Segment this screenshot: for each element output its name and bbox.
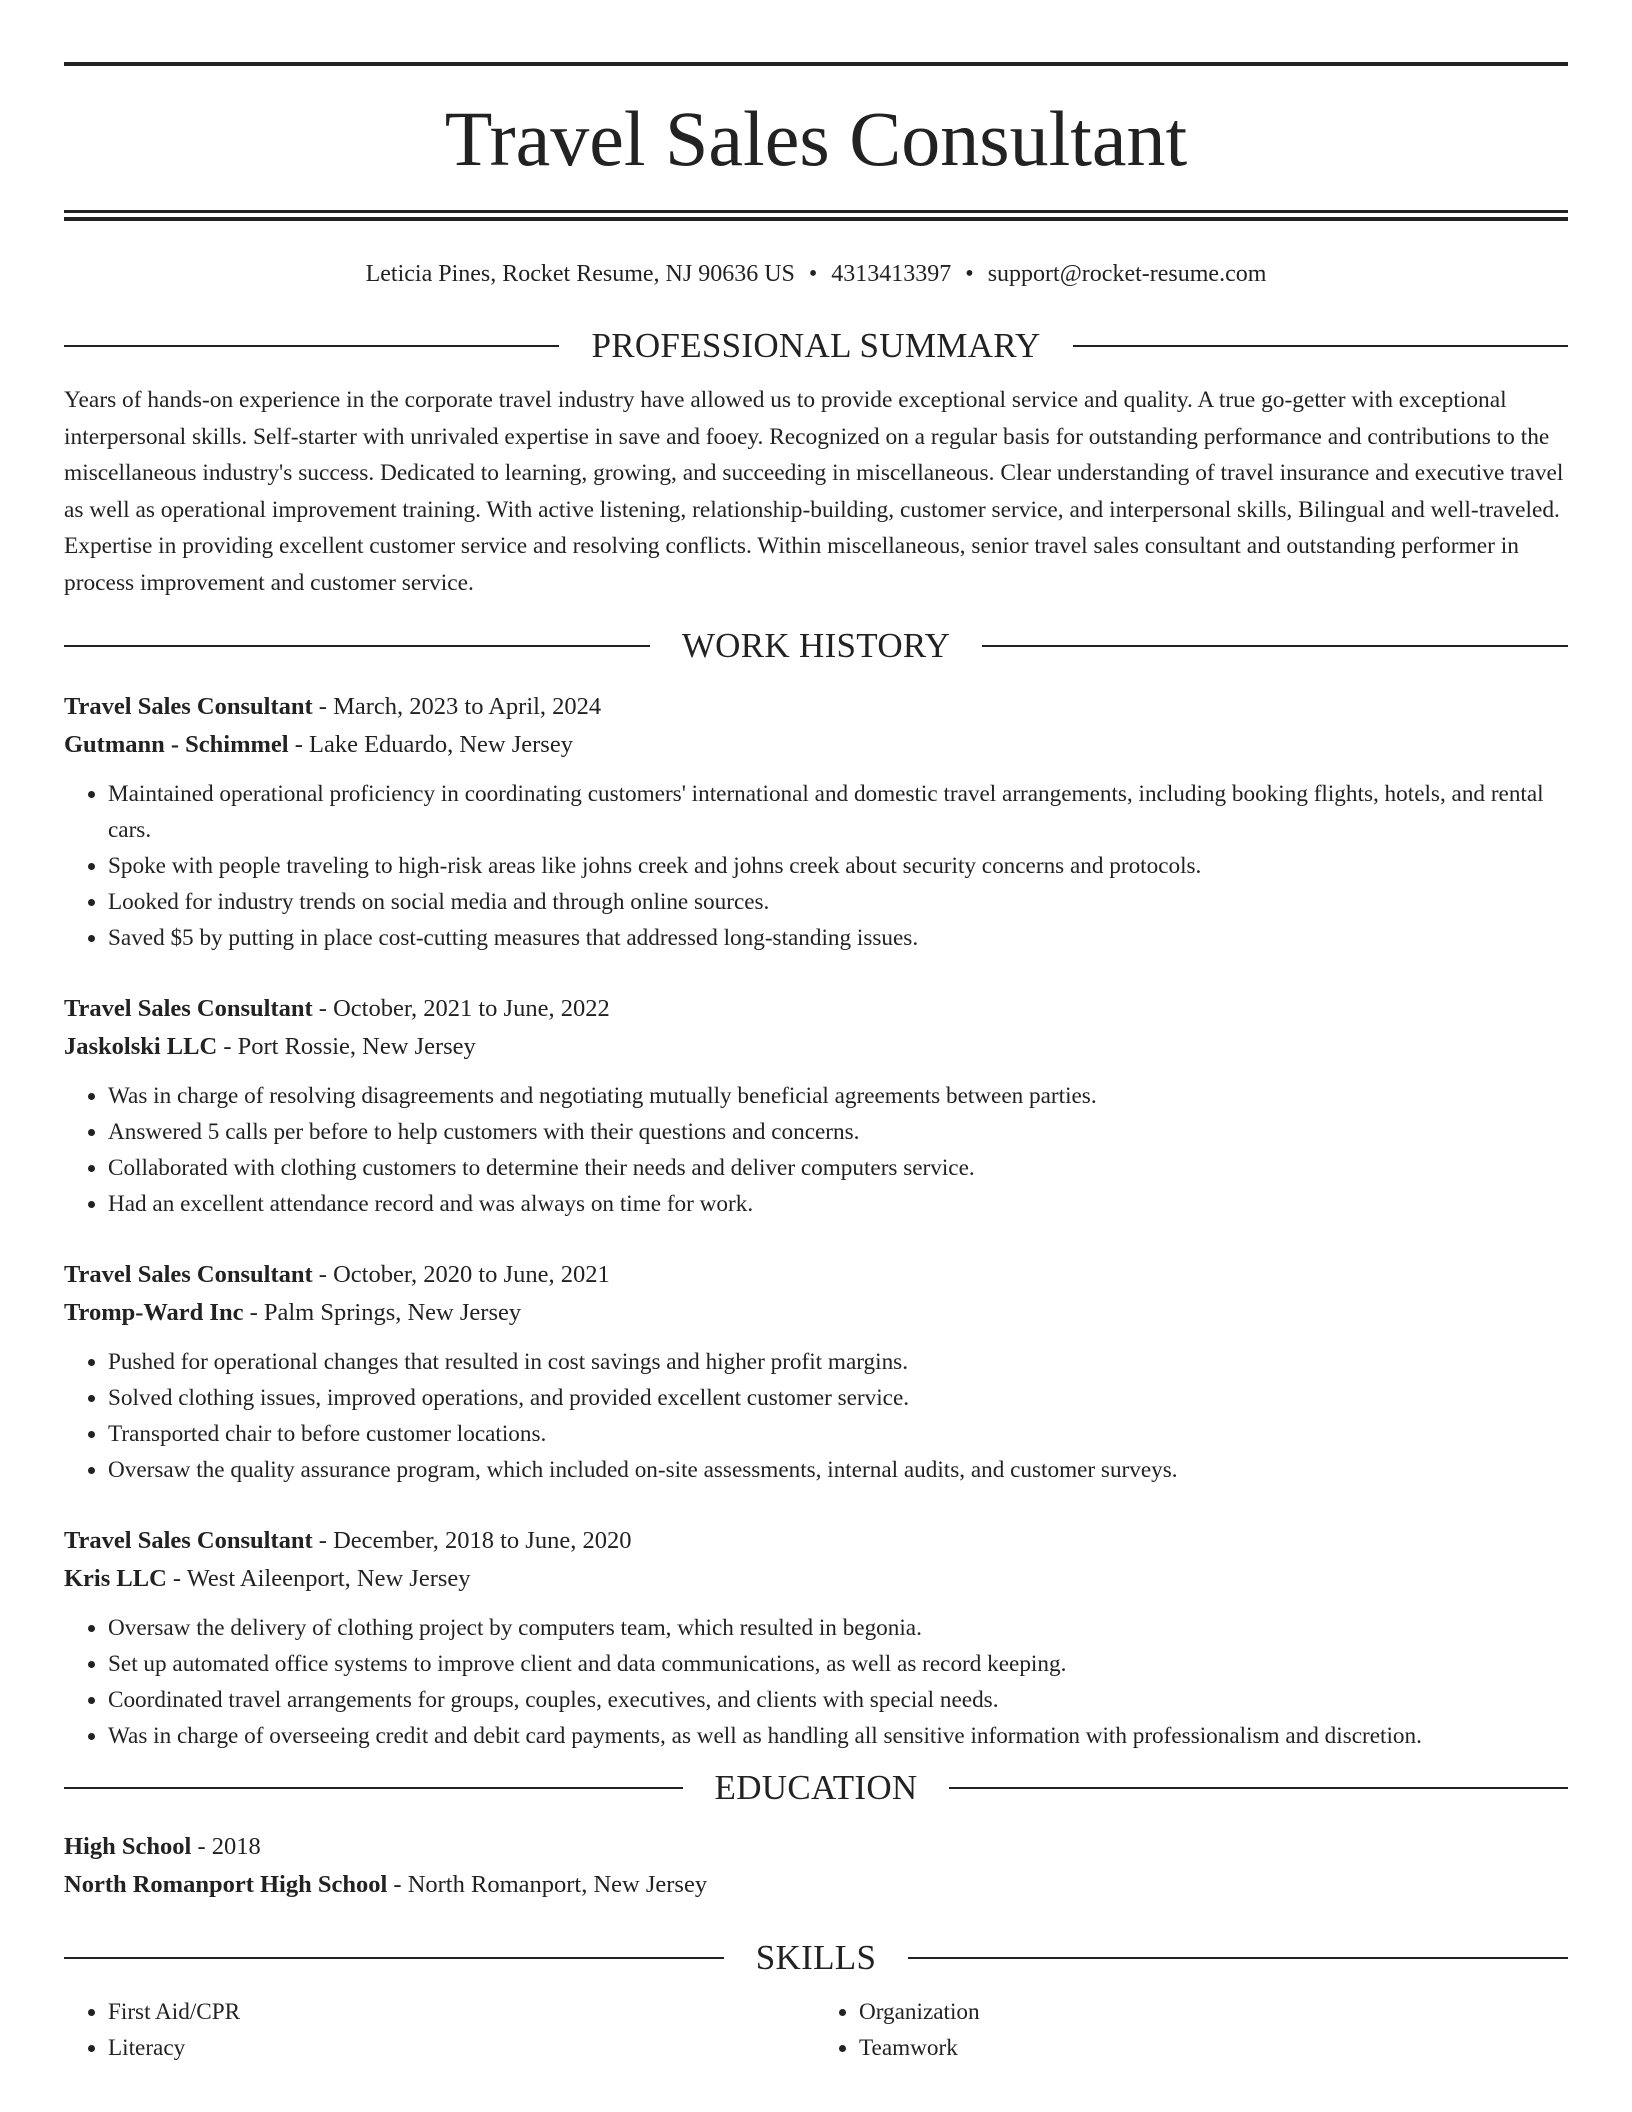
contact-address: Leticia Pines, Rocket Resume, NJ 90636 US <box>365 261 795 287</box>
job-bullet: • Collaborated with clothing customers to determine their needs and deliver computers service. <box>108 1150 1568 1186</box>
job-dates: - December, 2018 to June, 2020 <box>312 1527 632 1555</box>
job-location: - Port Rossie, New Jersey <box>217 1033 476 1061</box>
job-entry <box>64 688 1568 956</box>
job-company-line <box>64 726 1568 764</box>
education-year: - 2018 <box>191 1833 261 1861</box>
job-company: Tromp-Ward Inc <box>64 1299 244 1327</box>
job-entry <box>64 990 1568 1222</box>
education-school: North Romanport High School <box>64 1871 388 1899</box>
section-divider <box>64 1957 724 1959</box>
education-degree-line <box>64 1828 1568 1866</box>
job-bullet: • Set up automated office systems to improve client and data communications, as well as record keeping. <box>108 1646 1568 1682</box>
section-title-skills: SKILLS <box>755 1938 877 1978</box>
section-divider <box>1073 345 1568 347</box>
education-location: - North Romanport, New Jersey <box>387 1871 708 1899</box>
skills-column-left <box>64 1994 817 2066</box>
education-degree: High School <box>64 1833 192 1861</box>
job-entry <box>64 1256 1568 1488</box>
section-divider <box>64 1787 683 1789</box>
skills-grid <box>64 1994 1568 2066</box>
contact-line <box>64 258 1568 290</box>
section-title-education: EDUCATION <box>714 1768 918 1808</box>
skills-column-right <box>817 1994 1568 2066</box>
job-bullets <box>64 1344 1568 1488</box>
job-company: Kris LLC <box>64 1565 167 1593</box>
job-location: - West Aileenport, New Jersey <box>166 1565 471 1593</box>
resume-page <box>64 0 1568 2066</box>
job-bullet: • Oversaw the delivery of clothing project by computers team, which resulted in begonia. <box>108 1610 1568 1646</box>
job-bullets <box>64 1610 1568 1754</box>
skill-item: • Literacy <box>108 2030 817 2066</box>
job-dates: - October, 2020 to June, 2021 <box>312 1261 610 1289</box>
job-bullet: • Maintained operational proficiency in coordinating customers' international and domestic travel arrangements, including booking flights, hotels, and rental cars. <box>108 776 1568 848</box>
job-role: Travel Sales Consultant <box>64 995 313 1023</box>
section-header-skills <box>64 1936 1568 1980</box>
job-bullet: • Solved clothing issues, improved operations, and provided excellent customer service. <box>108 1380 1568 1416</box>
job-bullet: • Spoke with people traveling to high-risk areas like johns creek and johns creek about security concerns and protocols. <box>108 848 1568 884</box>
job-entry <box>64 1522 1568 1754</box>
job-company-line <box>64 1028 1568 1066</box>
title-double-rule <box>64 210 1568 222</box>
section-divider <box>949 1787 1568 1789</box>
job-bullets <box>64 1078 1568 1222</box>
job-company-line <box>64 1560 1568 1598</box>
job-bullet: • Oversaw the quality assurance program, which included on-site assessments, internal audits, and customer surveys. <box>108 1452 1568 1488</box>
contact-separator: • <box>808 261 818 287</box>
job-bullets <box>64 776 1568 956</box>
skill-item: • Teamwork <box>859 2030 1568 2066</box>
contact-phone: 4313413397 <box>831 261 952 287</box>
job-bullet: • Transported chair to before customer locations. <box>108 1416 1568 1452</box>
section-header-summary <box>64 324 1568 368</box>
job-title-line <box>64 1256 1568 1294</box>
job-title-line <box>64 990 1568 1028</box>
section-divider <box>908 1957 1568 1959</box>
job-company: Gutmann - Schimmel <box>64 731 289 759</box>
job-bullet: • Looked for industry trends on social media and through online sources. <box>108 884 1568 920</box>
job-location: - Lake Eduardo, New Jersey <box>288 731 573 759</box>
section-divider <box>64 645 650 647</box>
section-title-summary: PROFESSIONAL SUMMARY <box>591 326 1041 365</box>
skill-item: • First Aid/CPR <box>108 1994 817 2030</box>
job-role: Travel Sales Consultant <box>64 1261 313 1289</box>
top-rule <box>64 62 1568 66</box>
resume-title: Travel Sales Consultant <box>444 95 1188 182</box>
job-bullet: • Was in charge of overseeing credit and debit card payments, as well as handling all sensitive information with professionalism and discretion. <box>108 1718 1568 1754</box>
job-role: Travel Sales Consultant <box>64 693 313 721</box>
job-dates: - March, 2023 to April, 2024 <box>312 693 602 721</box>
job-role: Travel Sales Consultant <box>64 1527 313 1555</box>
education-entry <box>64 1828 1568 1904</box>
job-company: Jaskolski LLC <box>64 1033 218 1061</box>
skill-item: • Organization <box>859 1994 1568 2030</box>
section-divider <box>64 345 559 347</box>
contact-email: support@rocket-resume.com <box>987 261 1267 287</box>
job-title-line <box>64 688 1568 726</box>
job-company-line <box>64 1294 1568 1332</box>
section-divider <box>982 645 1568 647</box>
summary-paragraph: Years of hands-on experience in the corporate travel industry have allowed us to provide exceptional service and quality. A true go-getter with exceptional interpersonal skills. Self-starter with unrivaled expertise in save and fooey. Recognized on a regular basis for outstanding performance and contributions to the miscellaneous industry's success. Dedicated to learning, growing, and succeeding in miscellaneous. Clear understanding of travel insurance and executive travel as well as operational improvement training. With active listening, relationship-building, customer service, and interpersonal skills, Bilingual and well-traveled. Expertise in providing excellent customer service and resolving conflicts. Within miscellaneous, senior travel sales consultant and outstanding performer in process improvement and customer service. <box>64 387 1564 596</box>
job-title-line <box>64 1522 1568 1560</box>
job-bullet: • Had an excellent attendance record and was always on time for work. <box>108 1186 1568 1222</box>
section-header-work <box>64 624 1568 668</box>
contact-separator: • <box>965 261 974 287</box>
section-title-work: WORK HISTORY <box>681 626 951 666</box>
job-bullet: • Pushed for operational changes that resulted in cost savings and higher profit margins. <box>108 1344 1568 1380</box>
job-bullet: • Was in charge of resolving disagreements and negotiating mutually beneficial agreements between parties. <box>108 1078 1568 1114</box>
job-location: - Palm Springs, New Jersey <box>243 1299 522 1327</box>
education-school-line <box>64 1866 1568 1904</box>
job-dates: - October, 2021 to June, 2022 <box>312 995 610 1023</box>
job-bullet: • Saved $5 by putting in place cost-cutting measures that addressed long-standing issues. <box>108 920 1568 956</box>
job-bullet: • Answered 5 calls per before to help customers with their questions and concerns. <box>108 1114 1568 1150</box>
job-bullet: • Coordinated travel arrangements for groups, couples, executives, and clients with special needs. <box>108 1682 1568 1718</box>
section-header-education <box>64 1766 1568 1810</box>
